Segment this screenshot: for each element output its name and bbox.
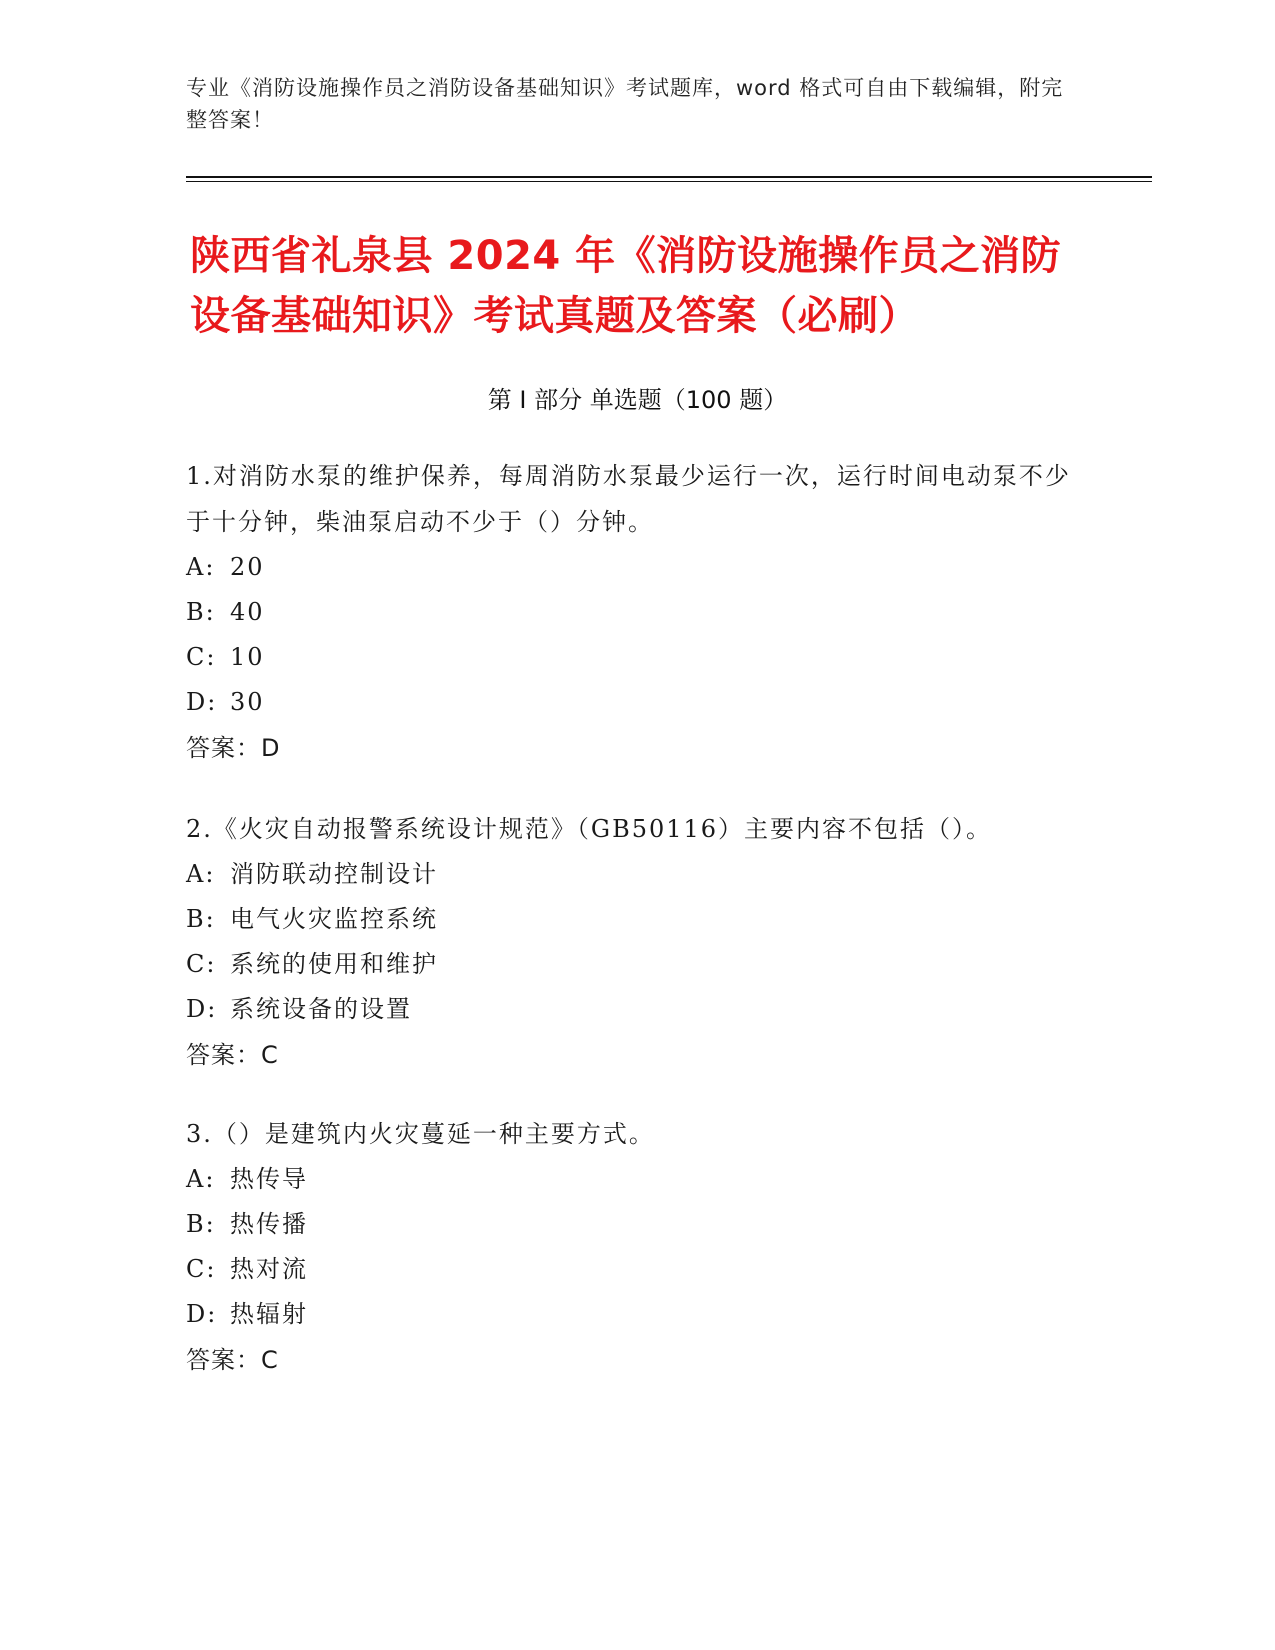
option-c: [186, 1247, 1086, 1292]
header-note: 专业《消防设施操作员之消防设备基础知识》考试题库，word 格式可自由下载编辑，附完整答案！: [186, 76, 1064, 132]
question-stem: 1.对消防水泵的维护保养，每周消防水泵最少运行一次，运行时间电动泵不少于十分钟，柴油泵启动不少于（）分钟。: [186, 462, 1071, 536]
option-text: 热传导: [230, 1165, 308, 1193]
option-text: 系统设备的设置: [230, 995, 412, 1023]
option-text: 电气火灾监控系统: [230, 905, 438, 933]
option-key: B:: [186, 598, 216, 626]
option-key: D:: [186, 1300, 218, 1328]
answer: 答案：C: [186, 1041, 279, 1069]
question-stem: 3.（）是建筑内火灾蔓延一种主要方式。: [186, 1120, 655, 1148]
option-b: [186, 590, 1086, 635]
option-text: 20: [230, 553, 265, 581]
section-title: 第 I 部分 单选题（100 题）: [487, 386, 788, 414]
option-key: B:: [186, 905, 216, 933]
option-key: C:: [186, 1255, 217, 1283]
option-key: A:: [186, 553, 216, 581]
option-key: B:: [186, 1210, 216, 1238]
option-key: D:: [186, 995, 218, 1023]
option-a: [186, 852, 1086, 897]
option-key: A:: [186, 1165, 216, 1193]
option-text: 30: [230, 688, 265, 716]
option-text: 40: [230, 598, 265, 626]
option-key: C:: [186, 950, 217, 978]
answer: 答案：C: [186, 1346, 279, 1374]
option-d: [186, 1292, 1086, 1337]
option-c: [186, 942, 1086, 987]
question-stem: 2.《火灾自动报警系统设计规范》（GB50116）主要内容不包括（）。: [186, 815, 993, 843]
answer: 答案：D: [186, 734, 281, 762]
question-3: [186, 1111, 1086, 1383]
option-text: 热传播: [230, 1210, 308, 1238]
option-text: 10: [230, 643, 265, 671]
option-key: D:: [186, 688, 218, 716]
option-d: [186, 680, 1086, 725]
question-2: [186, 806, 1086, 1078]
option-a: [186, 1157, 1086, 1202]
document-title: 陕西省礼泉县 2024 年《消防设施操作员之消防设备基础知识》考试真题及答案（必刷）: [190, 233, 1062, 339]
option-a: [186, 545, 1086, 590]
question-1: [186, 453, 1086, 771]
option-b: [186, 897, 1086, 942]
option-text: 热辐射: [230, 1300, 308, 1328]
header-divider-thin: [186, 181, 1152, 182]
option-key: C:: [186, 643, 217, 671]
option-text: 消防联动控制设计: [230, 860, 438, 888]
option-d: [186, 987, 1086, 1032]
option-text: 热对流: [230, 1255, 308, 1283]
option-b: [186, 1202, 1086, 1247]
header-divider: [186, 176, 1152, 178]
option-text: 系统的使用和维护: [230, 950, 438, 978]
option-c: [186, 635, 1086, 680]
option-key: A:: [186, 860, 216, 888]
